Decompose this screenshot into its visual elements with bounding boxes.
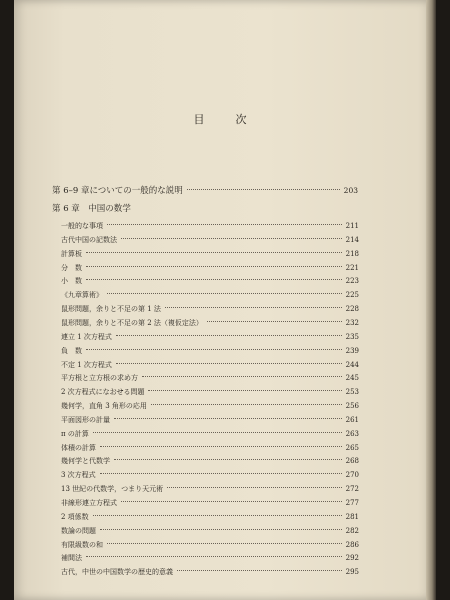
- leader-dots: [207, 321, 342, 322]
- leader-dots: [93, 515, 342, 516]
- toc-entry-label: 分 数: [61, 263, 82, 272]
- toc-entry: [61, 526, 359, 536]
- toc-entry-page: 272: [345, 485, 359, 494]
- toc-entry-page: 282: [345, 526, 359, 535]
- leader-dots: [114, 418, 342, 419]
- toc-entry-page: 270: [345, 471, 359, 480]
- leader-dots: [148, 390, 341, 391]
- toc-entry: [61, 498, 359, 508]
- toc-entry-label: 鼠形問題，余りと不足の第 1 法: [61, 305, 161, 314]
- leader-dots: [86, 279, 342, 280]
- toc-entry-page: 261: [345, 415, 359, 424]
- leader-dots: [114, 459, 342, 460]
- toc-entry-page: 218: [345, 249, 359, 258]
- leader-dots: [86, 556, 342, 557]
- toc-entry-label: 計算板: [61, 249, 82, 258]
- toc-entry-label: 一般的な事項: [61, 222, 103, 230]
- toc-entry-label: 13 世紀の代数学，つまり天元術: [61, 485, 164, 494]
- toc-entry-page: 253: [345, 388, 359, 397]
- toc-entry-label: 幾何学，直角 3 角形の応用: [61, 402, 147, 410]
- toc-entry-label: 非線形連立方程式: [61, 499, 117, 507]
- toc-entry-label: 古代中国の記数法: [61, 235, 117, 244]
- leader-dots: [121, 501, 342, 502]
- toc-entry-label: 体積の計算: [61, 443, 96, 452]
- toc-entry: [61, 373, 359, 383]
- leader-dots: [187, 189, 340, 190]
- toc-entry: [61, 470, 359, 480]
- leader-dots: [151, 404, 342, 405]
- toc-entry-page: 211: [345, 222, 359, 230]
- toc-entry-page: 228: [345, 305, 359, 314]
- toc-entry: [61, 332, 359, 342]
- toc-entry: [61, 429, 359, 439]
- toc-entry-page: 223: [345, 277, 359, 286]
- toc-entry-label: 《九章算術》: [61, 291, 103, 300]
- leader-dots: [167, 487, 341, 488]
- leader-dots: [177, 570, 342, 571]
- toc-entry: [61, 387, 359, 397]
- toc-entry-page: 263: [345, 429, 359, 438]
- toc-entry-label: 2 項係数: [61, 512, 89, 521]
- toc-entry-label: 鼠形問題，余りと不足の第 2 法（複仮定法）: [61, 318, 203, 327]
- toc-entry-page: 281: [345, 512, 359, 521]
- leader-dots: [86, 349, 342, 350]
- toc-entry-label: 古代，中世の中国数学の歴史的意義: [61, 568, 173, 577]
- leader-dots: [107, 224, 342, 225]
- toc-entry-label: 有限級数の和: [61, 540, 103, 549]
- toc-entry: [61, 235, 359, 245]
- toc-entry: [61, 263, 359, 273]
- toc-title: 目 次: [193, 113, 257, 126]
- toc-entry-label: 幾何学と代数学: [61, 457, 110, 466]
- leader-dots: [116, 363, 342, 364]
- toc-entry-label: 連立 1 次方程式: [61, 332, 112, 341]
- toc-entry-label: 2 次方程式になおせる問題: [61, 388, 145, 397]
- leader-dots: [93, 432, 342, 433]
- toc-entry: [61, 567, 359, 577]
- toc-entry: [61, 249, 359, 259]
- leader-dots: [107, 293, 342, 294]
- chapter-heading: 第 6 章 中国の数学: [52, 204, 131, 214]
- toc-entry: [61, 221, 359, 231]
- toc-entry-page: 203: [343, 186, 358, 195]
- toc-entry: [61, 443, 359, 453]
- toc-entry-label: π の計算: [61, 429, 89, 438]
- toc-entry-page: 286: [345, 540, 359, 549]
- toc-entry: [61, 553, 359, 563]
- toc-entry-label: 平面図形の計量: [61, 415, 110, 424]
- toc-entry-page: 239: [345, 346, 359, 355]
- toc-entry: [61, 360, 359, 370]
- toc-entry-page: 245: [345, 374, 359, 383]
- leader-dots: [86, 252, 342, 253]
- toc-entry-label: 負 数: [61, 346, 82, 355]
- toc-entry: [61, 276, 359, 286]
- toc-entry-page: 214: [345, 235, 359, 244]
- leader-dots: [86, 266, 342, 267]
- toc-entry: [61, 512, 359, 522]
- toc-entry: [61, 456, 359, 466]
- toc-entry-page: 277: [345, 499, 359, 507]
- toc-entry: [61, 484, 359, 494]
- toc-entry-general: [52, 184, 358, 196]
- toc-entry-label: 3 次方程式: [61, 471, 96, 480]
- toc-entry-page: 256: [345, 402, 359, 410]
- toc-entry-label: 小 数: [61, 277, 82, 286]
- leader-dots: [121, 238, 342, 239]
- toc-entry-page: 225: [345, 291, 359, 300]
- toc-entry: [61, 346, 359, 356]
- toc-entry: [61, 401, 359, 411]
- toc-entry-page: 265: [345, 443, 359, 452]
- toc-entry-page: 232: [345, 318, 359, 327]
- toc-entry: [61, 304, 359, 314]
- toc-entry-page: 221: [345, 263, 359, 272]
- toc-entry-page: 244: [345, 360, 359, 369]
- leader-dots: [100, 473, 342, 474]
- leader-dots: [142, 376, 342, 377]
- toc-entry-page: 292: [345, 554, 359, 563]
- leader-dots: [165, 307, 342, 308]
- toc-entry: [61, 415, 359, 425]
- toc-entry-label: 第 6–9 章についての一般的な説明: [52, 186, 183, 196]
- leader-dots: [116, 335, 342, 336]
- toc-entry: [61, 318, 359, 328]
- toc-entry: [61, 540, 359, 550]
- toc-entry-label: 数論の問題: [61, 526, 96, 535]
- toc-entry-label: 補間法: [61, 554, 82, 563]
- toc-entry-label: 不定 1 次方程式: [61, 360, 112, 369]
- leader-dots: [100, 446, 342, 447]
- toc-entry-page: 268: [345, 457, 359, 466]
- leader-dots: [107, 543, 342, 544]
- leader-dots: [100, 529, 342, 530]
- toc-entry-label: 平方根と立方根の求め方: [61, 374, 138, 383]
- toc-entry: [61, 290, 359, 300]
- toc-entry-page: 235: [345, 332, 359, 341]
- toc-entry-page: 295: [345, 568, 359, 577]
